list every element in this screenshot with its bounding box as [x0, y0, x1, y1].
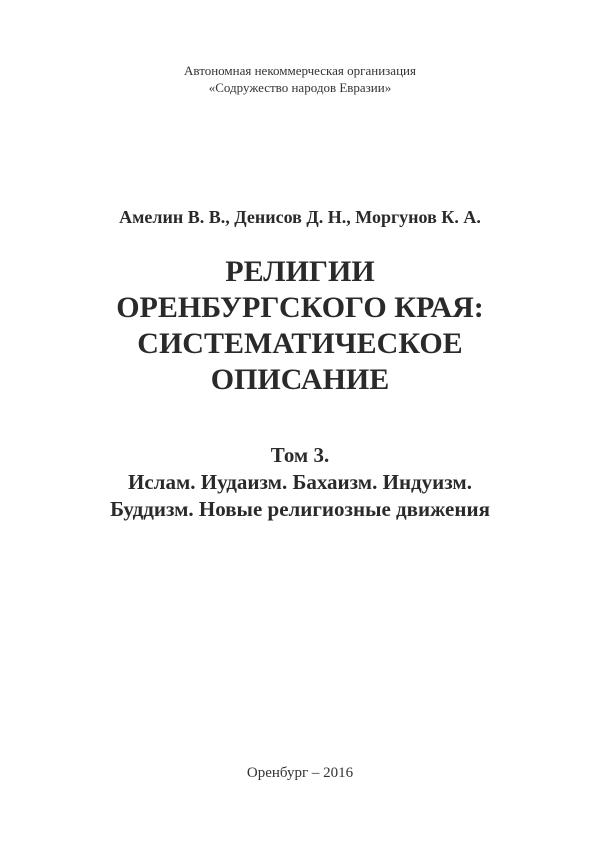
publisher-organization — [0, 62, 600, 96]
organization-line-2: «Содружество народов Евразии» — [208, 80, 392, 95]
title-line-3: СИСТЕМАТИЧЕСКОЕ — [137, 327, 463, 360]
title-line-2: ОРЕНБУРГСКОГО КРАЯ: — [116, 291, 484, 324]
authors: Амелин В. В., Денисов Д. Н., Моргунов К. А. — [119, 207, 481, 227]
volume-info — [0, 442, 600, 523]
title-line-4: ОПИСАНИЕ — [210, 363, 390, 396]
title-line-1: РЕЛИГИИ — [225, 255, 375, 288]
book-title — [0, 254, 600, 398]
volume-subtitle-line-2: Буддизм. Новые религиозные движения — [110, 497, 490, 521]
organization-line-1: Автономная некоммерческая организация — [184, 63, 416, 78]
volume-subtitle-line-1: Ислам. Иудаизм. Бахаизм. Индуизм. — [128, 470, 472, 494]
imprint-place-year: Оренбург – 2016 — [246, 765, 354, 781]
volume-number: Том 3. — [270, 443, 330, 467]
